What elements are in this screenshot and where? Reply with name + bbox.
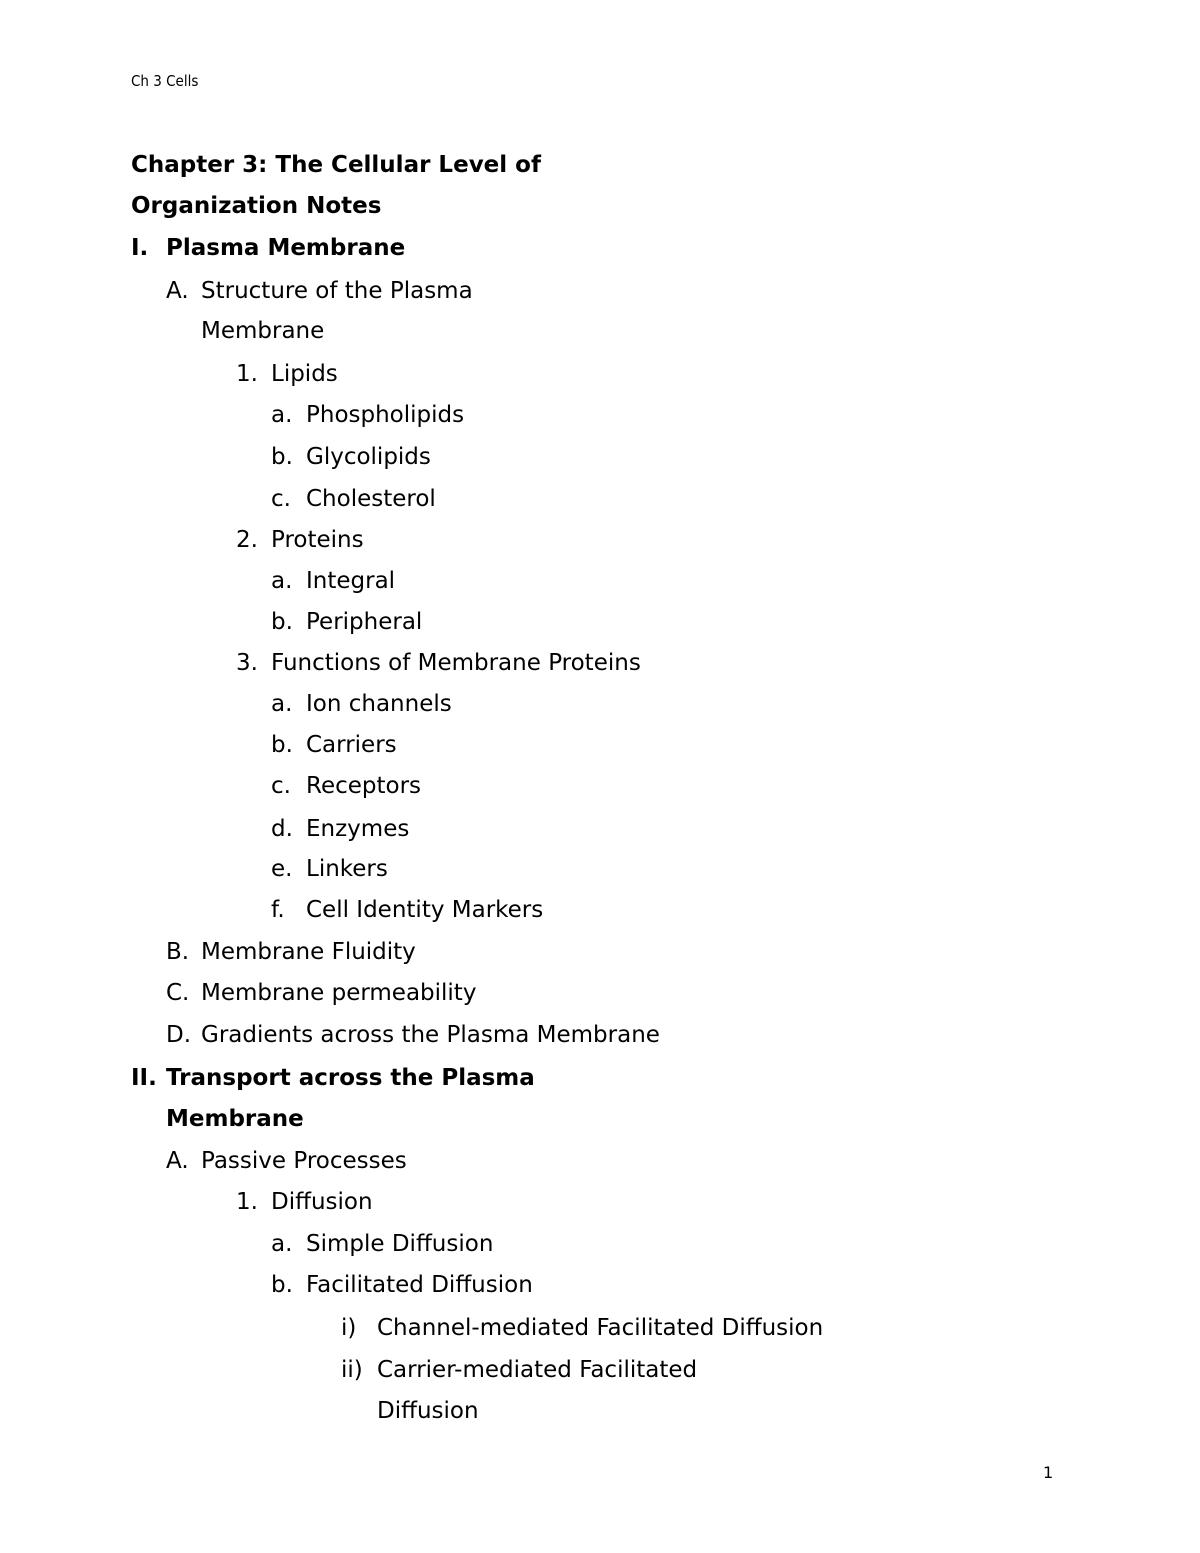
outline-text: Carrier-mediated Facilitated: [377, 1357, 698, 1383]
outline-text: Linkers: [306, 856, 388, 882]
outline-label: a.: [271, 402, 293, 428]
outline-label: b.: [271, 609, 293, 635]
outline-item-2A1b-ii-cont: Diffusion: [377, 1398, 479, 1424]
outline-label: C.: [166, 980, 190, 1006]
section-1-title: Plasma Membrane: [166, 235, 406, 261]
outline-item-1A1: [236, 360, 338, 388]
outline-label: e.: [271, 856, 293, 882]
outline-item-1A1b: [271, 443, 431, 471]
outline-label: a.: [271, 691, 293, 717]
section-2-title: Transport across the Plasma: [166, 1065, 535, 1091]
page-number: 1: [1043, 1463, 1054, 1482]
outline-item-1A: [166, 277, 473, 305]
section-1-label: I.: [131, 235, 149, 261]
outline-item-1A-cont: Membrane: [201, 318, 325, 344]
outline-label: A.: [166, 278, 189, 304]
outline-item-1A1a: [271, 401, 464, 429]
outline-item-2A1a: [271, 1230, 493, 1258]
outline-item-1A3b: [271, 731, 397, 759]
outline-text: Phospholipids: [306, 402, 465, 428]
section-2-heading-cont: Membrane: [166, 1106, 304, 1132]
outline-label: b.: [271, 444, 293, 470]
outline-item-2A1: [236, 1188, 373, 1216]
outline-text: Membrane permeability: [201, 980, 477, 1006]
outline-item-1A3f: [271, 896, 543, 924]
outline-label: B.: [166, 939, 190, 965]
outline-label: i): [341, 1315, 357, 1341]
outline-item-1A3e: [271, 855, 388, 883]
outline-label: a.: [271, 568, 293, 594]
section-2-label: II.: [131, 1065, 157, 1091]
section-2-heading: [131, 1064, 535, 1092]
outline-label: 2.: [236, 527, 258, 553]
outline-text: Carriers: [306, 732, 397, 758]
page-header: Ch 3 Cells: [131, 72, 199, 90]
outline-item-1A3c: [271, 772, 421, 800]
outline-label: c.: [271, 486, 291, 512]
outline-label: A.: [166, 1148, 189, 1174]
outline-label: 1.: [236, 361, 258, 387]
outline-text: Cell Identity Markers: [306, 897, 544, 923]
outline-label: 3.: [236, 650, 258, 676]
outline-label: f.: [271, 897, 285, 923]
outline-text: Receptors: [306, 773, 422, 799]
outline-text: Structure of the Plasma: [201, 278, 473, 304]
outline-label: ii): [341, 1357, 363, 1383]
outline-label: b.: [271, 732, 293, 758]
outline-item-2A: [166, 1147, 407, 1175]
outline-text: Membrane Fluidity: [201, 939, 416, 965]
outline-label: b.: [271, 1272, 293, 1298]
outline-text: Gradients across the Plasma Membrane: [201, 1022, 660, 1048]
outline-label: D.: [166, 1022, 192, 1048]
outline-text: Proteins: [271, 527, 364, 553]
outline-item-1A3a: [271, 690, 452, 718]
outline-item-1B: [166, 938, 416, 966]
outline-text: Enzymes: [306, 816, 410, 842]
outline-item-1A2a: [271, 567, 395, 595]
outline-label: d.: [271, 816, 293, 842]
outline-text: Glycolipids: [306, 444, 431, 470]
outline-item-1A2b: [271, 608, 422, 636]
outline-item-1A3: [236, 649, 641, 677]
section-1-heading: [131, 234, 405, 262]
outline-item-1C: [166, 979, 476, 1007]
outline-text: Facilitated Diffusion: [306, 1272, 533, 1298]
outline-item-1A1c: [271, 485, 436, 513]
outline-text: Peripheral: [306, 609, 423, 635]
outline-item-1A3d: [271, 815, 409, 843]
outline-text: Lipids: [271, 361, 338, 387]
outline-item-2A1b-ii: [341, 1356, 697, 1384]
outline-text: Integral: [306, 568, 396, 594]
outline-text: Passive Processes: [201, 1148, 407, 1174]
outline-text: Simple Diffusion: [306, 1231, 494, 1257]
outline-label: 1.: [236, 1189, 258, 1215]
outline-item-1A2: [236, 526, 364, 554]
outline-text: Functions of Membrane Proteins: [271, 650, 641, 676]
outline-label: a.: [271, 1231, 293, 1257]
outline-text: Ion channels: [306, 691, 452, 717]
outline-text: Channel-mediated Facilitated Diffusion: [377, 1315, 824, 1341]
outline-item-2A1b: [271, 1271, 533, 1299]
outline-text: Cholesterol: [306, 486, 436, 512]
outline-item-1D: [166, 1021, 660, 1049]
outline-item-2A1b-i: [341, 1314, 823, 1342]
document-title-line-1: Chapter 3: The Cellular Level of: [131, 152, 541, 178]
outline-text: Diffusion: [271, 1189, 373, 1215]
outline-label: c.: [271, 773, 291, 799]
document-title-line-2: Organization Notes: [131, 193, 382, 219]
